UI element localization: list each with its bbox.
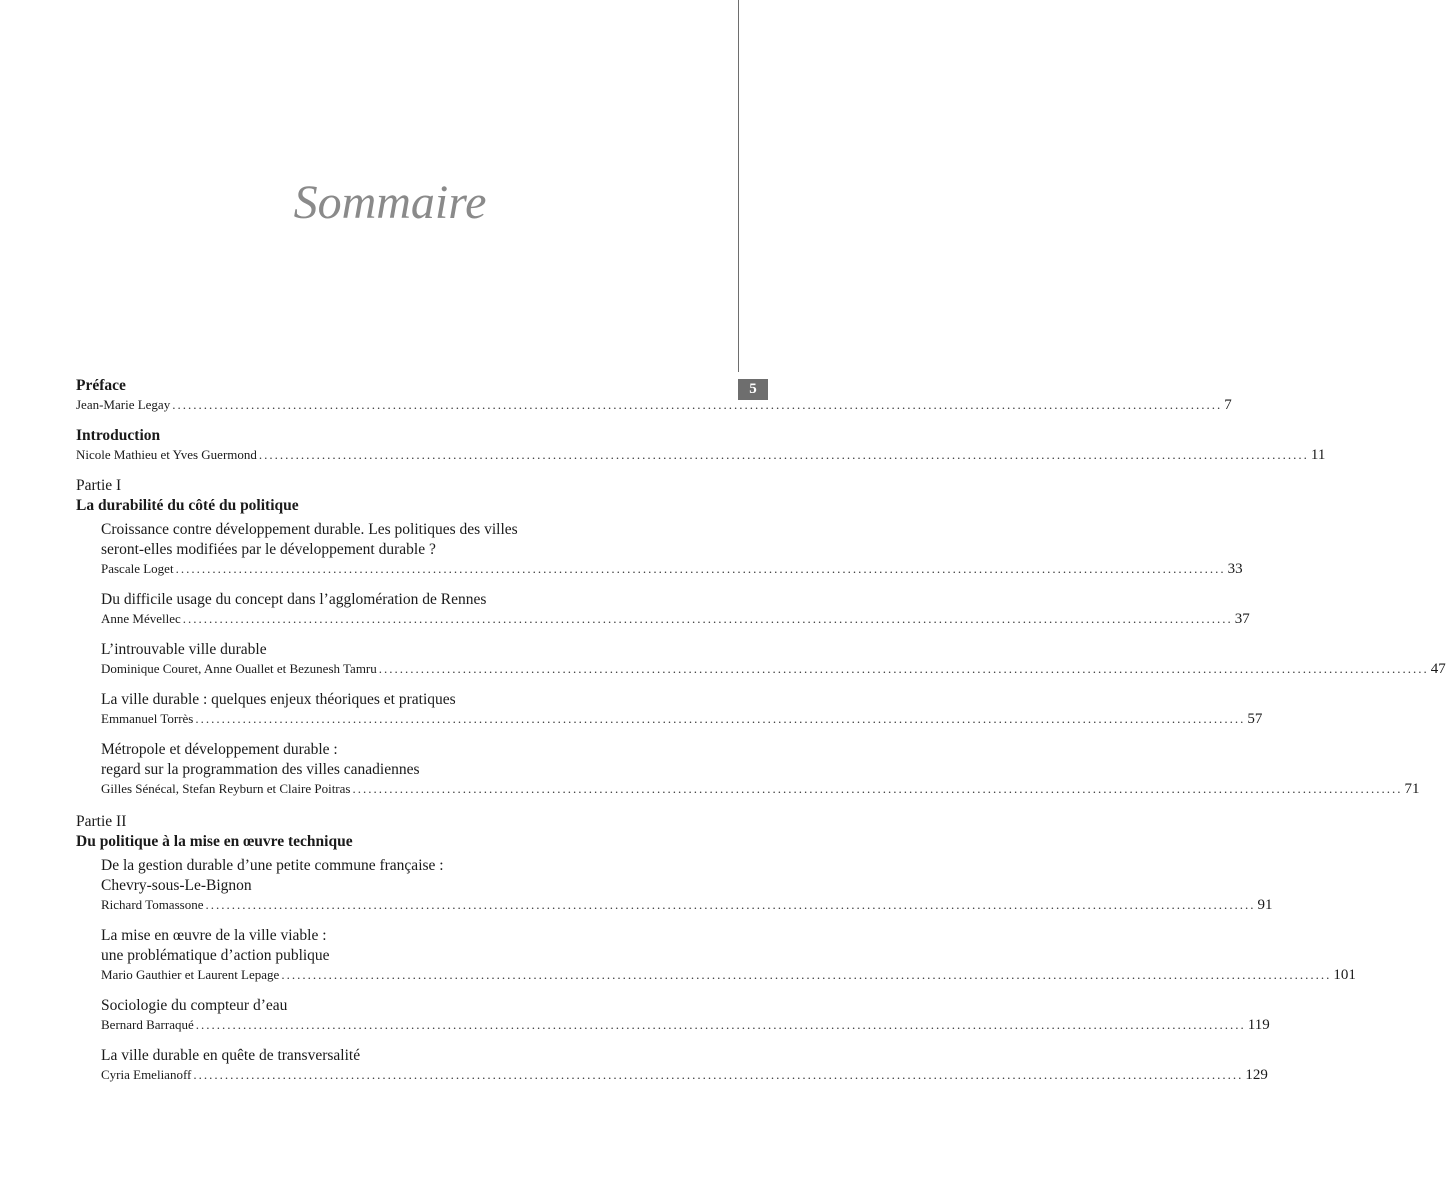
chapter-title-line: Métropole et développement durable : (101, 741, 338, 758)
dot-leader: ........................................................................................................................................................................................................ (205, 897, 1256, 912)
toc-entry-line[interactable] (101, 610, 1250, 628)
table-of-contents (76, 376, 1446, 1096)
part-2-chapters (101, 856, 1356, 1084)
author-name: Richard Tomassone (101, 897, 204, 912)
chapter-title-line: De la gestion durable d’une petite commune française : (101, 857, 444, 874)
toc-part-2 (76, 812, 1356, 1084)
dot-leader: ........................................................................................................................................................................................................ (182, 611, 1233, 626)
toc-chapter (101, 640, 1446, 678)
dot-leader: ........................................................................................................................................................................................................ (195, 1017, 1246, 1032)
page-ref: 33 (1227, 561, 1243, 577)
toc-introduction (76, 426, 1326, 464)
toc-entry-line[interactable] (101, 710, 1263, 728)
part-heading: Du politique à la mise en œuvre technique (76, 833, 353, 850)
page-ref: 11 (1310, 447, 1326, 463)
page-ref: 91 (1257, 897, 1273, 913)
toc-entry-line[interactable] (101, 780, 1420, 798)
author-name: Pascale Loget (101, 561, 174, 576)
chapter-title-line: L’introuvable ville durable (101, 641, 267, 658)
chapter-title-line: Du difficile usage du concept dans l’agglomération de Rennes (101, 591, 487, 608)
page-ref: 71 (1404, 781, 1420, 797)
author-name: Mario Gauthier et Laurent Lepage (101, 967, 280, 982)
toc-entry-line[interactable] (76, 446, 1326, 464)
chapter-title-line: regard sur la programmation des villes canadiennes (101, 761, 420, 778)
dot-leader: ........................................................................................................................................................................................................ (195, 711, 1246, 726)
part-heading: La durabilité du côté du politique (76, 497, 299, 514)
toc-preface (76, 376, 1232, 414)
part-label: Partie I (76, 477, 122, 494)
toc-entry-line[interactable] (101, 1016, 1270, 1034)
author-name: Jean-Marie Legay (76, 397, 171, 412)
page-ref: 129 (1245, 1067, 1268, 1083)
page-number-tab: 5 (738, 379, 768, 400)
author-name: Cyria Emelianoff (101, 1067, 192, 1082)
author-name: Dominique Couret, Anne Ouallet et Bezunesh Tamru (101, 661, 377, 676)
toc-entry-line[interactable] (101, 560, 1243, 578)
page-ref: 101 (1333, 967, 1356, 983)
page-title: Sommaire (293, 176, 487, 229)
section-heading: Préface (76, 377, 126, 394)
page-ref: 47 (1430, 661, 1446, 677)
page-ref: 57 (1247, 711, 1263, 727)
toc-entry-line[interactable] (101, 1066, 1268, 1084)
chapter-title-line: Croissance contre développement durable. Les politiques des villes (101, 521, 518, 538)
toc-chapter (101, 740, 1420, 798)
author-name: Nicole Mathieu et Yves Guermond (76, 447, 257, 462)
chapter-title-line: La ville durable en quête de transversalité (101, 1047, 361, 1064)
toc-chapter (101, 996, 1270, 1034)
dot-leader: ........................................................................................................................................................................................................ (352, 781, 1403, 796)
chapter-title-line: une problématique d’action publique (101, 947, 330, 964)
dot-leader: ........................................................................................................................................................................................................ (281, 967, 1332, 982)
author-name: Bernard Barraqué (101, 1017, 194, 1032)
page-ref: 119 (1247, 1017, 1270, 1033)
toc-chapter (101, 926, 1356, 984)
toc-part-1 (76, 476, 1446, 798)
dot-leader: ........................................................................................................................................................................................................ (258, 447, 1309, 462)
chapter-title-line: La ville durable : quelques enjeux théoriques et pratiques (101, 691, 456, 708)
chapter-title-line: Sociologie du compteur d’eau (101, 997, 288, 1014)
dot-leader: ........................................................................................................................................................................................................ (172, 397, 1223, 412)
toc-chapter (101, 690, 1263, 728)
author-name: Gilles Sénécal, Stefan Reyburn et Claire Poitras (101, 781, 351, 796)
chapter-title-line: Chevry-sous-Le-Bignon (101, 877, 252, 894)
chapter-title-line: seront-elles modifiées par le développement durable ? (101, 541, 436, 558)
toc-entry-line[interactable] (101, 896, 1273, 914)
toc-chapter (101, 856, 1273, 914)
toc-entry-line[interactable] (76, 396, 1232, 414)
author-name: Anne Mévellec (101, 611, 181, 626)
part-1-chapters (101, 520, 1446, 798)
toc-entry-line[interactable] (101, 660, 1446, 678)
dot-leader: ........................................................................................................................................................................................................ (378, 661, 1429, 676)
chapter-title-line: La mise en œuvre de la ville viable : (101, 927, 327, 944)
toc-entry-line[interactable] (101, 966, 1356, 984)
part-label: Partie II (76, 813, 127, 830)
toc-chapter (101, 590, 1250, 628)
dot-leader: ........................................................................................................................................................................................................ (175, 561, 1226, 576)
author-name: Emmanuel Torrès (101, 711, 194, 726)
toc-chapter (101, 1046, 1268, 1084)
dot-leader: ........................................................................................................................................................................................................ (193, 1067, 1244, 1082)
page-ref: 7 (1224, 397, 1232, 413)
toc-chapter (101, 520, 1243, 578)
page-ref: 37 (1234, 611, 1250, 627)
section-heading: Introduction (76, 427, 161, 444)
